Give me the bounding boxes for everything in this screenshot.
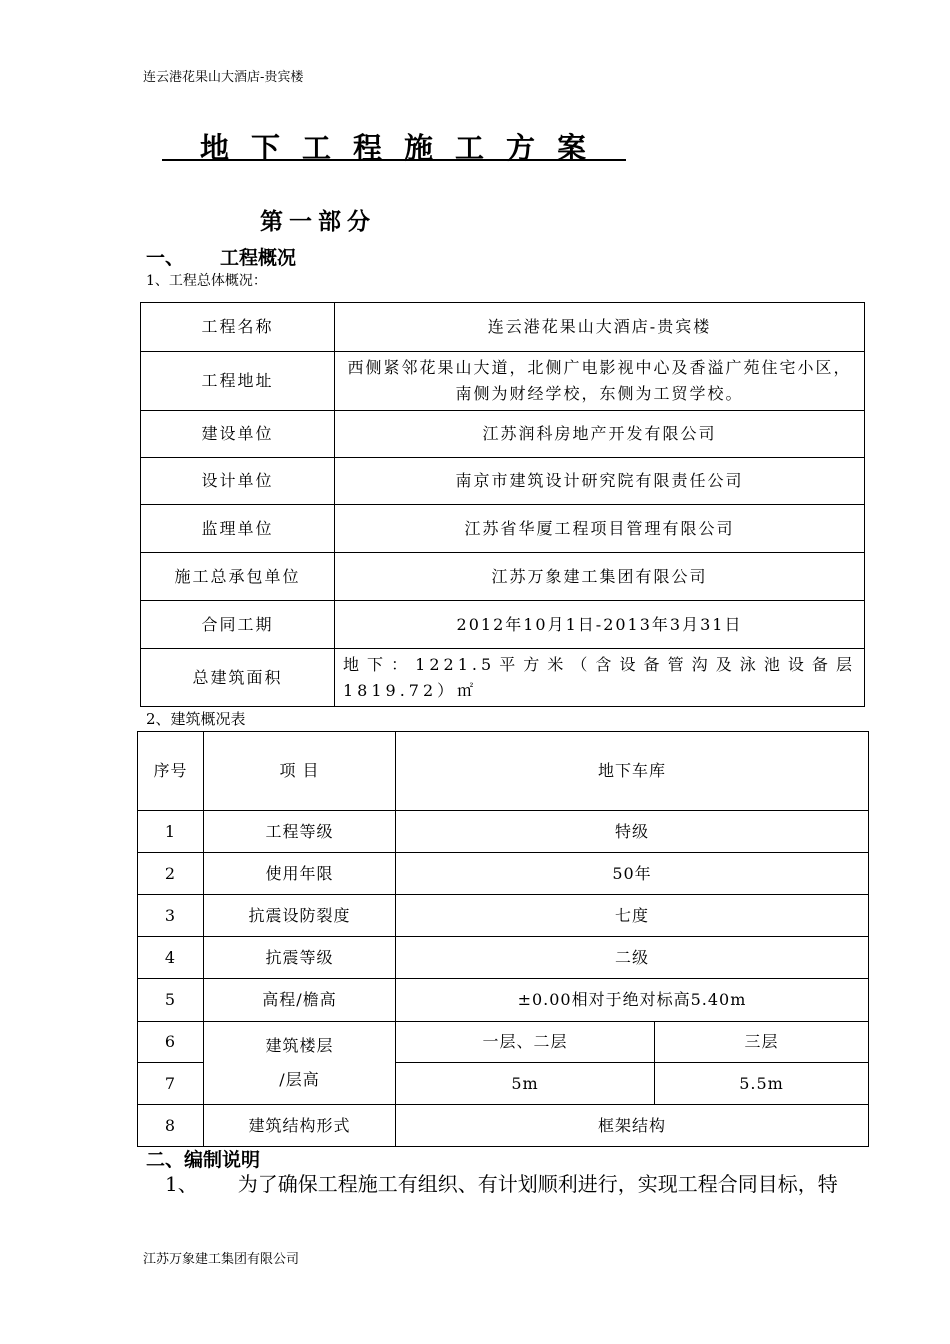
row-value: 框架结构 [396,1105,869,1147]
row-value: 二级 [396,937,869,979]
row-value: 一层、二层 [396,1022,655,1063]
table-row [138,811,869,853]
row-label: 合同工期 [141,601,335,649]
row-no: 2 [138,853,204,895]
section-heading-2: 二、编制说明 [146,1149,261,1171]
row-no: 1 [138,811,204,853]
row-value: 西侧紧邻花果山大道，北侧广电影视中心及香溢广苑住宅小区，南侧为财经学校，东侧为工贸学校。 [335,352,865,411]
table-row [141,352,865,411]
row-value: 5m [396,1063,655,1105]
row-item-floors [204,1022,396,1105]
row-value: ±0.00相对于绝对标高5.40m [396,979,869,1022]
paragraph-text: 为了确保工程施工有组织、有计划顺利进行，实现工程合同目标，特 [237,1172,838,1196]
row-value: 2012年10月1日-2013年3月31日 [335,601,865,649]
row-item: 建筑结构形式 [204,1105,396,1147]
subheading-building: 2、建筑概况表 [146,710,246,728]
section-heading-1 [146,243,296,270]
row-value: 三层 [655,1022,869,1063]
header-no: 序号 [138,732,204,811]
row-value: 50年 [396,853,869,895]
row-item: 使用年限 [204,853,396,895]
table-row [141,601,865,649]
row-label: 建设单位 [141,411,335,458]
part-heading: 第一部分 [260,208,376,235]
section-number: 一、 [146,247,185,269]
table-row [141,411,865,458]
page-header: 连云港花果山大酒店-贵宾楼 [143,70,304,85]
row-no: 7 [138,1063,204,1105]
table-row [138,979,869,1022]
row-no: 4 [138,937,204,979]
table-row [141,553,865,601]
header-item: 项 目 [204,732,396,811]
row-label: 总建筑面积 [141,649,335,707]
header-value: 地下车库 [396,732,869,811]
row-value: 南京市建筑设计研究院有限责任公司 [335,458,865,505]
row-value: 地下：1221.5平方米（含设备管沟及泳池设备层1819.72）㎡ [335,649,865,707]
building-table [137,731,869,1147]
section-title: 工程概况 [220,247,297,269]
table-row [141,505,865,553]
table-row [138,1022,869,1063]
row-item: 高程/檐高 [204,979,396,1022]
table-row [138,937,869,979]
row-value: 江苏省华厦工程项目管理有限公司 [335,505,865,553]
table-header-row [138,732,869,811]
row-no: 8 [138,1105,204,1147]
overview-table [140,302,865,707]
row-label: 工程名称 [141,303,335,352]
row-no: 3 [138,895,204,937]
row-item: 抗震等级 [204,937,396,979]
row-value: 特级 [396,811,869,853]
row-value: 连云港花果山大酒店-贵宾楼 [335,303,865,352]
table-row [141,458,865,505]
row-label: 监理单位 [141,505,335,553]
row-item: 工程等级 [204,811,396,853]
table-row [138,895,869,937]
document-title: 地下工程施工方案 [200,131,609,165]
subheading-overview: 1、工程总体概况： [146,273,267,289]
item-line: 建筑楼层 [265,1036,334,1056]
table-row [138,1105,869,1147]
table-row [141,649,865,707]
page-footer: 江苏万象建工集团有限公司 [143,1252,300,1267]
row-value: 5.5m [655,1063,869,1105]
row-label: 设计单位 [141,458,335,505]
row-value: 江苏润科房地产开发有限公司 [335,411,865,458]
row-label: 工程地址 [141,352,335,411]
row-value: 江苏万象建工集团有限公司 [335,553,865,601]
row-label: 施工总承包单位 [141,553,335,601]
paragraph [165,1168,838,1197]
table-row [141,303,865,352]
row-no: 6 [138,1022,204,1063]
row-item: 抗震设防裂度 [204,895,396,937]
row-value: 七度 [396,895,869,937]
table-row [138,853,869,895]
paragraph-number: 1、 [165,1172,198,1196]
row-no: 5 [138,979,204,1022]
item-line: /层高 [279,1070,320,1089]
